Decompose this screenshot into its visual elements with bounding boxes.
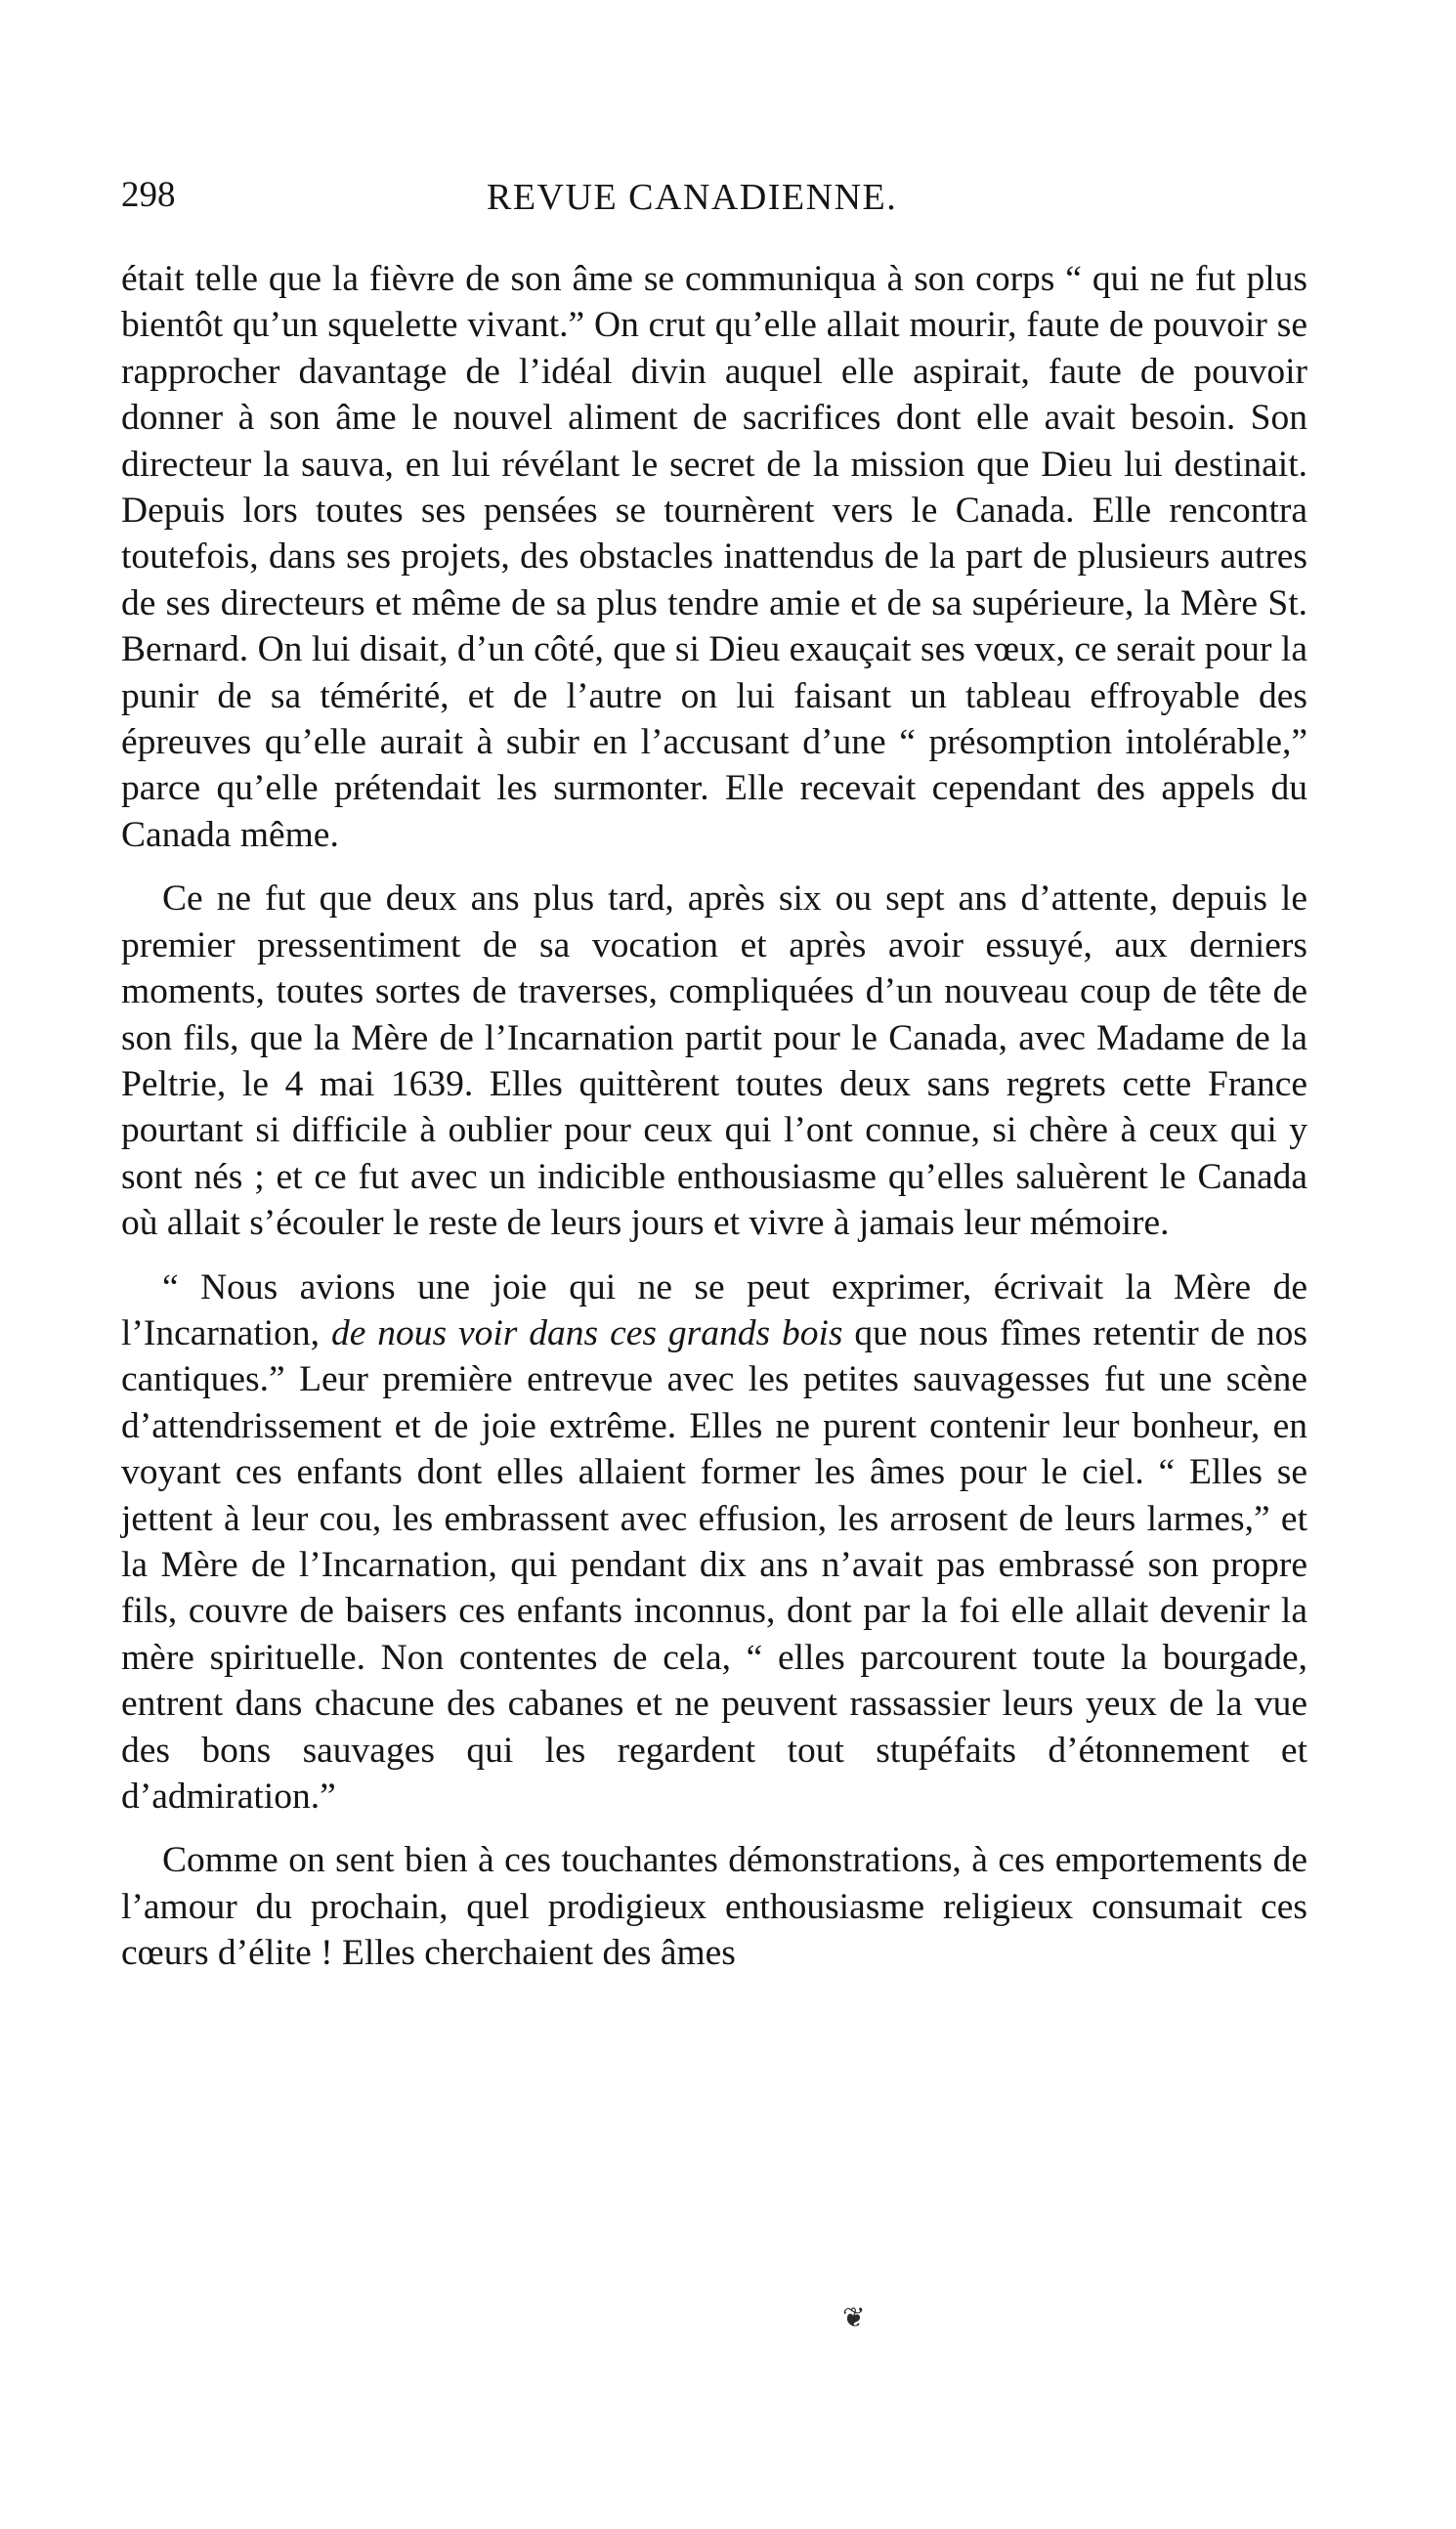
paragraph-text: “ Nous avions une joie qui ne se peut exprimer, écrivait la Mère de l’Incarnation,	[121, 1266, 1307, 1353]
printer-ornament: ❦	[842, 2303, 866, 2334]
page-number: 298	[121, 175, 176, 215]
paragraph-continued: était telle que la fièvre de son âme se communiqua à son corps “ qui ne fut plus bientôt qu’un squelette vivant.” On crut qu’elle allait mourir, faute de pouvoir se rapprocher davantage de l’idéal divin auquel elle aspirait, faute de pouvoir donner à son âme le nouvel aliment de sacrifices dont elle avait besoin. Son directeur la sauva, en lui révélant le secret de la mission que Dieu lui destinait. Depuis lors toutes ses pensées se tournèrent vers le Canada. Elle rencontra toutefois, dans ses projets, des obstacles inattendus de la part de plusieurs autres de ses directeurs et même de sa plus tendre amie et de sa supérieure, la Mère St. Bernard. On lui disait, d’un côté, que si Dieu exauçait ses vœux, ce serait pour la punir de sa témérité, et de l’autre on lui faisant un tableau effroyable des épreuves qu’elle aurait à subir en l’accusant d’une “ présomption intolérable,” parce qu’elle prétendait les surmonter. Elle recevait cependant des appels du Canada même.	[121, 259, 1307, 855]
article-body	[121, 256, 1307, 1977]
paragraph: Comme on sent bien à ces touchantes démonstrations, à ces emportements de l’amour du prochain, quel prodigieux enthousiasme religieux consumait ces cœurs d’élite ! Elles cherchaient des âmes	[121, 1840, 1307, 1974]
paragraph-quotation	[121, 1264, 1307, 1821]
page-header	[121, 172, 1309, 231]
paragraph-text: que nous fîmes retentir de nos cantiques.” Leur première entrevue avec les petites sauvagesses fut une scène d’attendrissement et de joie extrême. Elles ne purent contenir leur bonheur, en voyant ces enfants dont elles allaient former les âmes pour le ciel. “ Elles se jettent à leur cou, les embrassent avec effusion, les arrosent de leurs larmes,” et la Mère de l’Incarnation, qui pendant dix ans n’avait pas embrassé son propre fils, couvre de baisers ces enfants inconnus, dont par la foi elle allait devenir la mère spirituelle. Non contentes de cela, “ elles parcourent toute la bourgade, entrent dans chacune des cabanes et ne peuvent rassassier leurs yeux de la vue des bons sauvages qui les regardent tout stupéfaits d’étonnement et d’admiration.”	[121, 1312, 1307, 1817]
italic-phrase: de nous voir dans ces grands bois	[330, 1312, 843, 1353]
running-title: REVUE CANADIENNE.	[487, 177, 898, 218]
paragraph: Ce ne fut que deux ans plus tard, après six ou sept ans d’attente, depuis le premier pressentiment de sa vocation et après avoir essuyé, aux derniers moments, toutes sortes de traverses, compliquées d’un nouveau coup de tête de son fils, que la Mère de l’Incarnation partit pour le Canada, avec Madame de la Peltrie, le 4 mai 1639. Elles quittèrent toutes deux sans regrets cette France pourtant si difficile à oublier pour ceux qui l’ont connue, si chère à ceux qui y sont nés ; et ce fut avec un indicible enthousiasme qu’elles saluèrent le Canada où allait s’écouler le reste de leurs jours et vivre à jamais leur mémoire.	[121, 879, 1307, 1244]
